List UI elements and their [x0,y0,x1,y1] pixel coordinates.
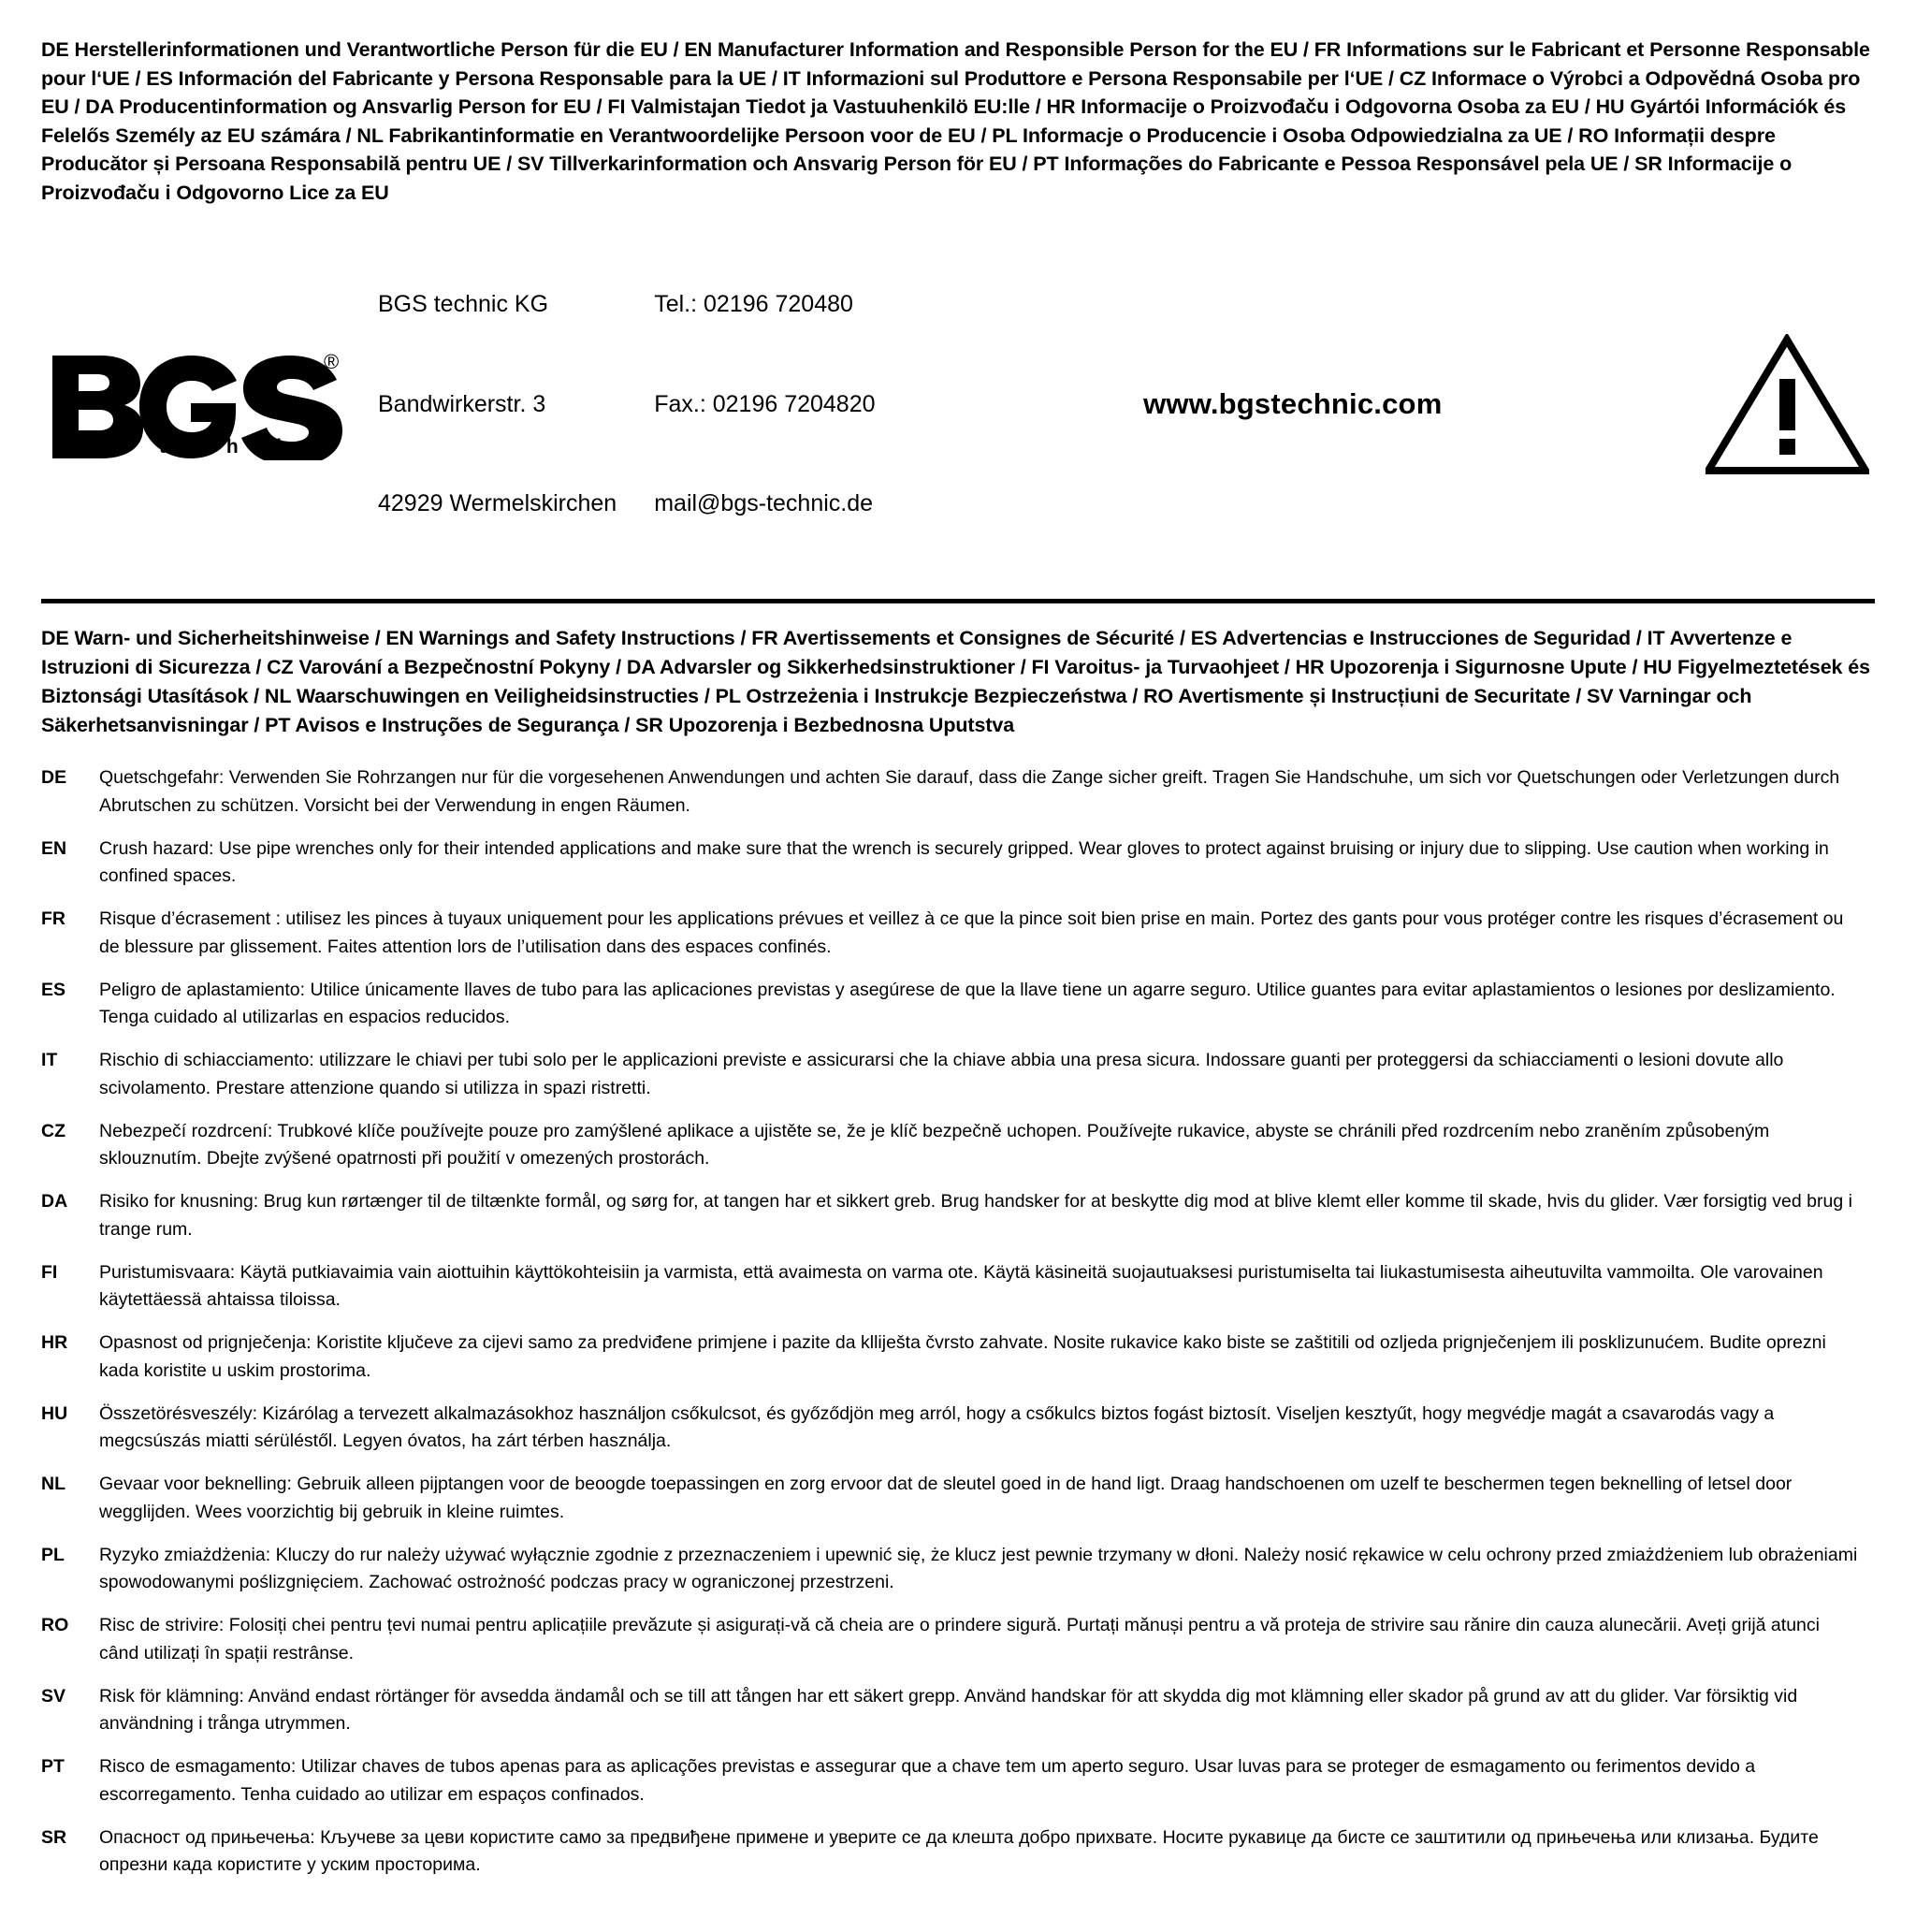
language-text: Peligro de aplastamiento: Utilice únicamente llaves de tubo para las aplicaciones previstas y asegúrese de que la llave tiene un agarre seguro. Utilice guantes para evitar aplastamientos o lesiones por deslizamiento. Tenga cuidado al utilizarlas en espacios reducidos. [99,979,1836,1028]
list-item [41,1683,1875,1738]
manufacturer-info-heading: DE Herstellerinformationen und Verantwortliche Person für die EU / EN Manufacturer Information and Responsible Person for the EU / FR Informations sur le Fabricant et Personne Responsable pour l‘UE / ES Información del Fabricante y Persona Responsable para la UE / IT Informazioni sul Produttore e Persona Responsabile per l‘UE / CZ Informace o Výrobci a Odpovědná Osoba pro EU / DA Producentinformation og Ansvarlig Person for EU / FI Valmistajan Tiedot ja Vastuuhenkilö EU:lle / HR Informacije o Proizvođaču i Odgovorna Osoba za EU / HU Gyártói Információk és Felelős Személy az EU számára / NL Fabrikantinformatie en Verantwoordelijke Persoon voor de EU / PL Informacje o Producencie i Osoba Odpowiedzialna za UE / RO Informații despre Producător și Persoana Responsabilă pentru UE / SV Tillverkarinformation och Ansvarig Person för EU / PT Informações do Fabricante e Pessoa Responsável pela UE / SR Informacije o Proizvođaču i Odgovorno Lice za EU [41,38,1870,204]
list-item [41,1118,1875,1173]
company-email[interactable]: mail@bgs-technic.de [654,490,874,517]
list-item [41,1824,1875,1880]
list-item [41,906,1875,961]
language-text: Opasnost od prignječenja: Koristite ključeve za cijevi samo za predviđene primjene i pazite da klliješta čvrsto zahvate. Nosite rukavice kako biste se zaštitili od ozljeda prignječenjem ili posklizunućem. Budite oprezni kada koristite u uskim prostorima. [99,1332,1826,1381]
language-text: Risiko for knusning: Brug kun rørtænger til de tiltænkte formål, og sørg for, at tangen har et sikkert greb. Brug handsker for at beskytte dig mod at blive klemt eller komme til skade, hvis du glider. Vær forsigtig ved brug i trange rum. [99,1191,1852,1240]
language-text: Ryzyko zmiażdżenia: Kluczy do rur należy używać wyłącznie zgodnie z przeznaczeniem i upewnić się, że klucz jest pewnie trzymany w dłoni. Należy nosić rękawice w celu ochrony przed zmiażdżeniem lub obrażeniami spowodowanymi poślizgnięciem. Zachować ostrożność podczas pracy w ograniczonej przestrzeni. [99,1544,1858,1593]
company-contact [617,222,875,588]
language-text: Crush hazard: Use pipe wrenches only for their intended applications and make sure that the wrench is securely gripped. Wear gloves to protect against bruising or injury due to slipping. Use caution when working in confined spaces. [99,837,1829,887]
language-code: IT [41,1050,58,1071]
safety-instructions-list [41,764,1875,1879]
company-street: Bandwirkerstr. 3 [378,390,546,417]
list-item [41,1259,1875,1315]
list-item [41,1329,1875,1385]
language-text: Risco de esmagamento: Utilizar chaves de tubos apenas para as aplicações previstas e assegurar que a chave tem um aperto seguro. Usar luvas para se proteger de esmagamento ou ferimentos devido a escorregamento. Tenha cuidado ao utilizar em espaços confinados. [99,1756,1756,1805]
svg-text:t e c h n i c: t e c h n i c [159,436,310,458]
list-item [41,835,1875,891]
language-code: DE [41,767,67,789]
list-item [41,1188,1875,1243]
language-text: Quetschgefahr: Verwenden Sie Rohrzangen nur für die vorgesehenen Anwendungen und achten Sie darauf, dass die Zange sicher greift. Tragen Sie Handschuhe, um sich vor Quetschungen oder Verletzungen durch Abrutschen zu schützen. Vorsicht bei der Verwendung in engen Räumen. [99,767,1840,816]
language-text: Risc de strivire: Folosiți chei pentru țevi numai pentru aplicațiile prevăzute și asigurați-vă că cheia are o prindere sigură. Purtați mănuși pentru a vă proteja de strivire sau rănire din cauza alunecării. Aveți grijă atunci când utilizați în spații restrânse. [99,1615,1820,1663]
company-name: BGS technic KG [378,291,549,318]
company-website[interactable]: www.bgstechnic.com [1143,387,1443,421]
language-code: PL [41,1544,65,1565]
language-code: ES [41,979,66,1000]
language-code: FI [41,1261,58,1283]
warning-triangle-icon [1691,334,1875,474]
company-address [356,222,617,588]
company-telephone: Tel.: 02196 720480 [654,291,853,318]
list-item [41,977,1875,1032]
language-code: SR [41,1826,67,1848]
language-text: Puristumisvaara: Käytä putkiavaimia vain aiottuihin käyttökohteisiin ja varmista, että avaimesta on varma ote. Käytä käsineitä suojautuaksesi puristumiselta tai liukastumisesta aiheutuvilta vammoilta. Ole varovainen käytettäessä ahtaissa tiloissa. [99,1261,1823,1311]
language-code: RO [41,1615,69,1636]
bgs-logo [41,348,356,460]
language-text: Risque d’écrasement : utilisez les pinces à tuyaux uniquement pour les applications prévues et veillez à ce que la pince soit bien prise en main. Portez des gants pour vous protéger contre les risques d’écrasement ou de blessure par glissement. Faites attention lors de l’utilisation dans des espaces confinés. [99,908,1844,957]
language-text: Risk för klämning: Använd endast rörtänger för avsedda ändamål och se till att tången har ett säkert grepp. Använd handskar för att skydda dig mot klämning eller skador på grund av att du glider. Var försiktig vid användning i trånga utrymmen. [99,1685,1798,1735]
language-code: NL [41,1474,65,1495]
language-code: PT [41,1756,65,1778]
language-code: CZ [41,1120,65,1141]
list-item [41,1471,1875,1526]
language-text: Опасност од прињечења: Кључеве за цеви користите само за предвиђене примене и уверите се да клешта добро прихвате. Носите рукавице да бисте се заштитили од прињечења или клизања. Будите опрезни када користите у уским просторима. [99,1826,1819,1876]
list-item [41,1612,1875,1667]
language-code: SV [41,1685,66,1707]
language-text: Gevaar voor beknelling: Gebruik alleen pijptangen voor de beoogde toepassingen en zorg ervoor dat de sleutel goed in de hand ligt. Draag handschoenen om uzelf te beschermen tegen beknelling of letsel door wegglijden. Wees voorzichtig bij gebruik in kleine ruimtes. [99,1474,1793,1522]
company-header-band [41,216,1875,603]
language-text: Rischio di schiacciamento: utilizzare le chiavi per tubi solo per le applicazioni previste e assicurarsi che la chiave abbia una presa sicura. Indossare guanti per proteggersi da schiacciamenti o lesioni dovute allo scivolamento. Prestare attenzione quando si utilizza in spazi ristretti. [99,1050,1784,1098]
language-code: DA [41,1191,68,1213]
safety-instructions-heading: DE Warn- und Sicherheitshinweise / EN Warnings and Safety Instructions / FR Avertissements et Consignes de Sécurité / ES Advertencias e Instrucciones de Seguridad / IT Avvertenze e Istruzioni di Sicurezza / CZ Varování a Bezpečnostní Pokyny / DA Advarsler og Sikkerhedsinstruktioner / FI Varoitus- ja Turvaohjeet / HR Upozorenja i Sigurnosne Upute / HU Figyelmeztetések és Biztonsági Utasítások / NL Waarschuwingen en Veiligheidsinstructies / PL Ostrzeżenia i Instrukcje Bezpieczeństwa / RO Avertismente și Instrucțiuni de Securitate / SV Varningar och Säkerhetsanvisningar / PT Avisos e Instruções de Segurança / SR Upozorenja i Bezbednosna Uputstva [41,626,1871,737]
language-text: Nebezpečí rozdrcení: Trubkové klíče používejte pouze pro zamýšlené aplikace a ujistěte se, že je klíč bezpečně uchopen. Používejte rukavice, abyste se chránili před rozdrcením nebo zraněním způsobeným sklouznutím. Dbejte zvýšené opatrnosti při použití v omezených prostorách. [99,1120,1770,1169]
svg-text:®: ® [324,350,340,374]
language-text: Összetörésveszély: Kizárólag a tervezett alkalmazásokhoz használjon csőkulcsot, és győződjön meg arról, hogy a csőkulcs biztos fogást biztosít. Viseljen kesztyűt, hogy megvédje magát a csavarodás vagy a megcsúszás miatti sérüléstől. Legyen óvatos, ha zárt térben használja. [99,1402,1775,1452]
list-item [41,1542,1875,1597]
list-item [41,1753,1875,1809]
language-code: FR [41,908,65,930]
company-city: 42929 Wermelskirchen [378,490,617,517]
language-code: EN [41,837,67,859]
language-code: HU [41,1402,68,1424]
language-code: HR [41,1332,68,1354]
list-item [41,764,1875,820]
company-fax: Fax.: 02196 7204820 [654,390,876,417]
list-item [41,1047,1875,1102]
list-item [41,1401,1875,1456]
